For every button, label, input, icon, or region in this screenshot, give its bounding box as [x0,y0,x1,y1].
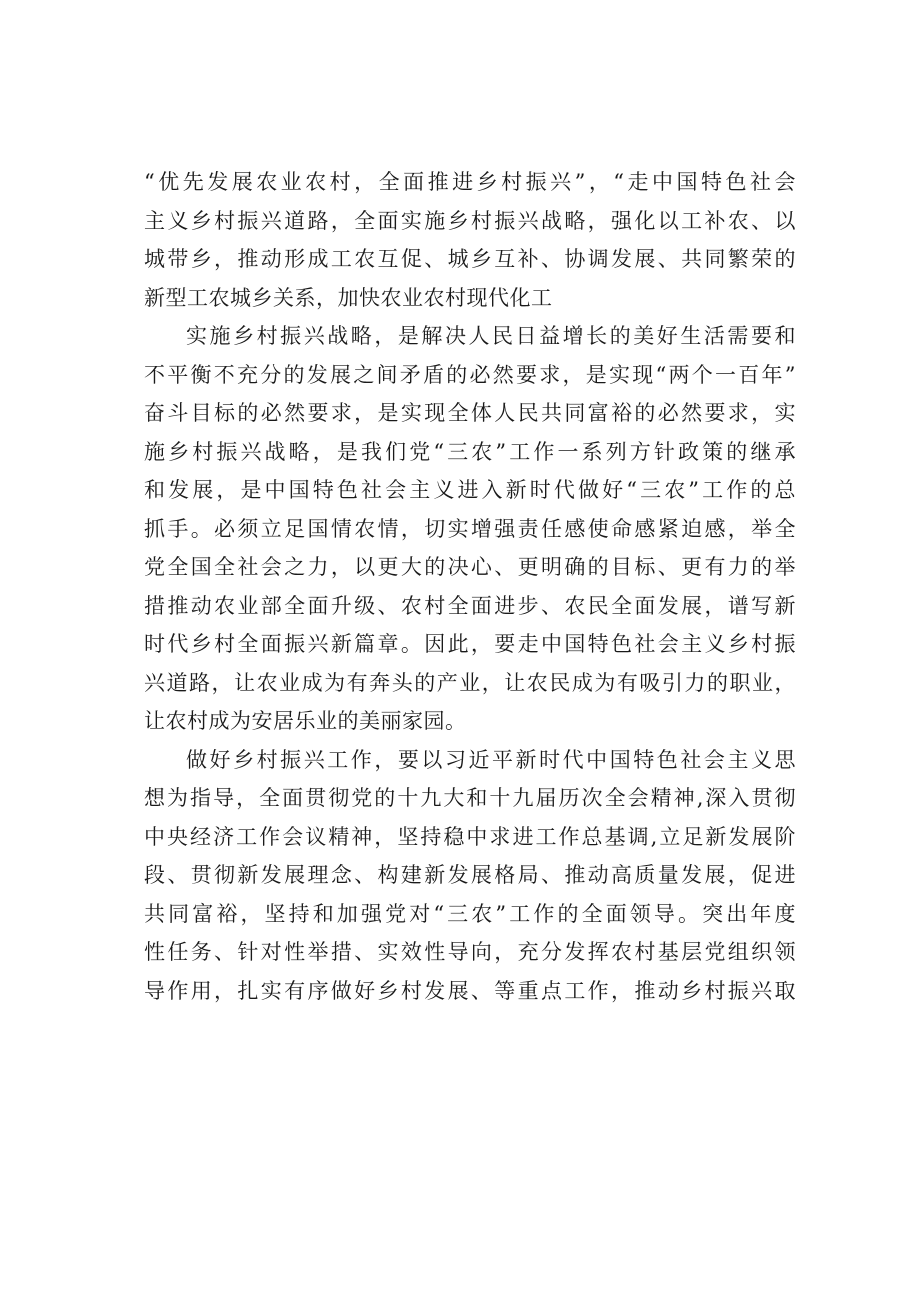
text-line: “优先发展农业农村，全面推进乡村振兴”，“走中国特色社会 [144,170,796,194]
text-line: 中央经济工作会议精神，坚持稳中求进工作总基调,立足新发展阶 [144,824,796,849]
text-line: 想为指导，全面贯彻党的十九大和十九届历次全会精神,深入贯彻 [144,786,796,810]
paragraph-2 [144,317,796,741]
text-line: 实施乡村振兴战略，是解决人民日益增长的美好生活需要和 [186,324,796,348]
text-line: 抓手。必须立足国情农情，切实增强责任感使命感紧迫感，举全 [144,516,796,541]
text-line: 做好乡村振兴工作，要以习近平新时代中国特色社会主义思 [186,747,796,772]
text-line: 和发展，是中国特色社会主义进入新时代做好“三农”工作的总 [144,478,796,502]
text-line: 新型工农城乡关系，加快农业农村现代化工 [144,285,553,310]
text-line: 兴道路，让农业成为有奔头的产业，让农民成为有吸引力的职业， [144,670,796,695]
text-line: 党全国全社会之力，以更大的决心、更明确的目标、更有力的举 [144,555,796,579]
text-line: 不平衡不充分的发展之间矛盾的必然要求，是实现“两个一百年” [144,362,796,387]
paragraph-3 [144,741,796,1011]
text-line: 性任务、针对性举措、实效性导向，充分发挥农村基层党组织领 [144,940,796,964]
text-line: 段、贯彻新发展理念、构建新发展格局、推动高质量发展，促进 [144,863,796,887]
text-line: 共同富裕，坚持和加强党对“三农”工作的全面领导。突出年度 [144,901,796,926]
text-line: 主义乡村振兴道路，全面实施乡村振兴战略，强化以工补农、以 [144,208,796,233]
text-line: 奋斗目标的必然要求，是实现全体人民共同富裕的必然要求，实 [144,401,796,425]
text-line: 让农村成为安居乐业的美丽家园。 [144,709,467,733]
text-line: 时代乡村全面振兴新篇章。因此，要走中国特色社会主义乡村振 [144,632,796,656]
document-body [144,163,796,1010]
text-line: 措推动农业部全面升级、农村全面进步、农民全面发展，谱写新 [144,593,796,618]
paragraph-1 [144,163,796,317]
text-line: 城带乡，推动形成工农互促、城乡互补、协调发展、共同繁荣的 [144,247,796,271]
text-line: 导作用，扎实有序做好乡村发展、等重点工作，推动乡村振兴取 [144,978,796,1003]
text-line: 施乡村振兴战略，是我们党“三农”工作一系列方针政策的继承 [144,439,796,464]
